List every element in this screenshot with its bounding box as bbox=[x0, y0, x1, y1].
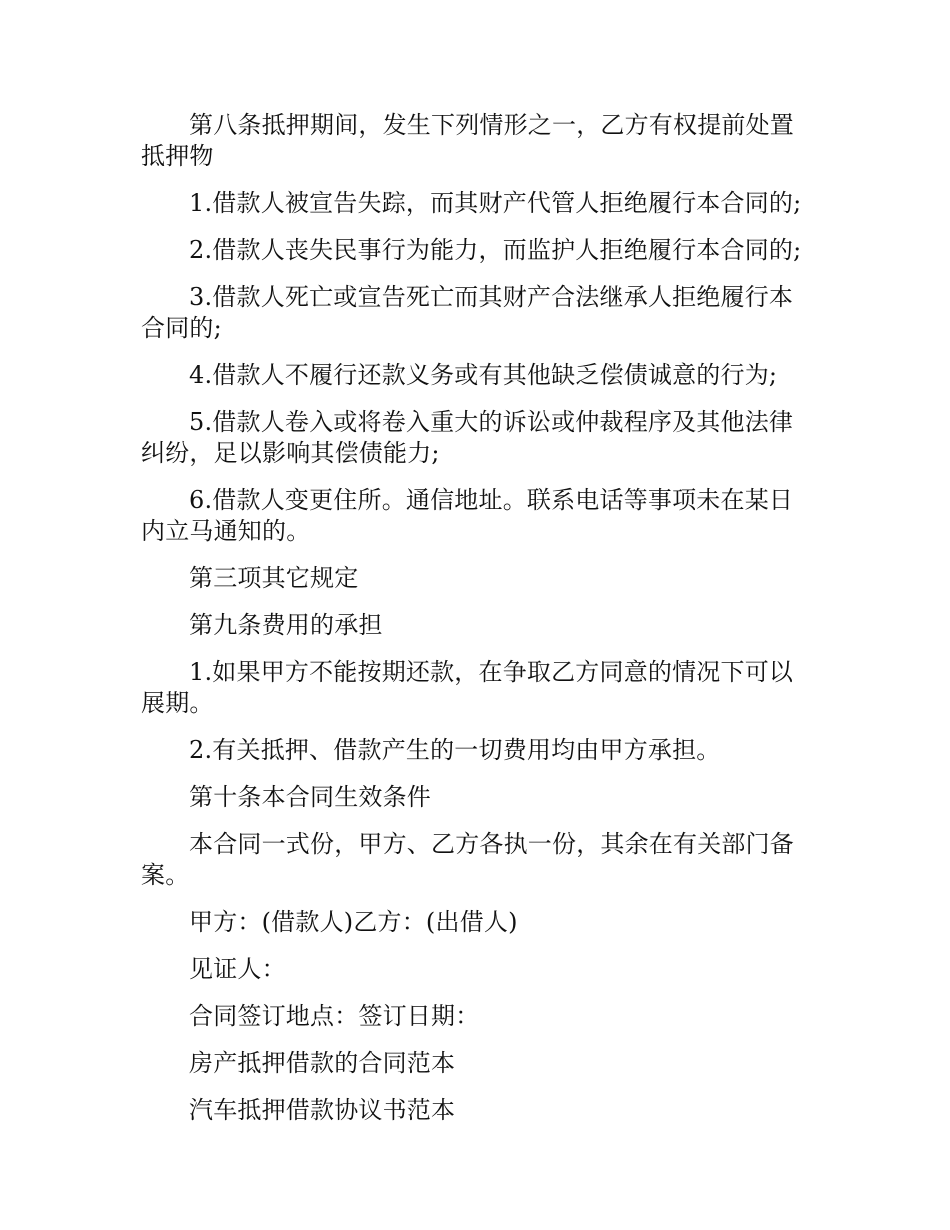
article-10-body: 本合同一式份，甲方、乙方各执一份，其余在有关部门备案。 bbox=[141, 830, 794, 889]
clause-9-1: 1.如果甲方不能按期还款，在争取乙方同意的情况下可以展期。 bbox=[141, 658, 794, 717]
clause-8-6: 6.借款人变更住所。通信地址。联系电话等事项未在某日内立马通知的。 bbox=[141, 486, 794, 545]
signing-place-date-line: 合同签订地点：签订日期： bbox=[189, 1002, 480, 1030]
clause-9-2: 2.有关抵押、借款产生的一切费用均由甲方承担。 bbox=[189, 736, 721, 764]
parties-line: 甲方：(借款人)乙方：(出借人) bbox=[189, 908, 518, 936]
related-title-1: 房产抵押借款的合同范本 bbox=[189, 1049, 456, 1077]
article-8-heading: 第八条抵押期间，发生下列情形之一，乙方有权提前处置抵押物 bbox=[141, 111, 794, 170]
related-title-2: 汽车抵押借款协议书范本 bbox=[189, 1096, 456, 1124]
document-page bbox=[141, 110, 816, 1142]
article-9-heading: 第九条费用的承担 bbox=[189, 611, 383, 639]
clause-8-5: 5.借款人卷入或将卷入重大的诉讼或仲裁程序及其他法律纠纷，足以影响其偿债能力; bbox=[141, 408, 794, 467]
article-10-heading: 第十条本合同生效条件 bbox=[189, 783, 431, 811]
clause-8-2: 2.借款人丧失民事行为能力，而监护人拒绝履行本合同的; bbox=[189, 236, 802, 264]
clause-8-4: 4.借款人不履行还款义务或有其他缺乏偿债诚意的行为; bbox=[189, 361, 778, 389]
section-3-heading: 第三项其它规定 bbox=[189, 564, 359, 592]
clause-8-1: 1.借款人被宣告失踪，而其财产代管人拒绝履行本合同的; bbox=[189, 189, 802, 217]
witness-line: 见证人： bbox=[189, 955, 286, 983]
clause-8-3: 3.借款人死亡或宣告死亡而其财产合法继承人拒绝履行本合同的; bbox=[141, 283, 794, 342]
